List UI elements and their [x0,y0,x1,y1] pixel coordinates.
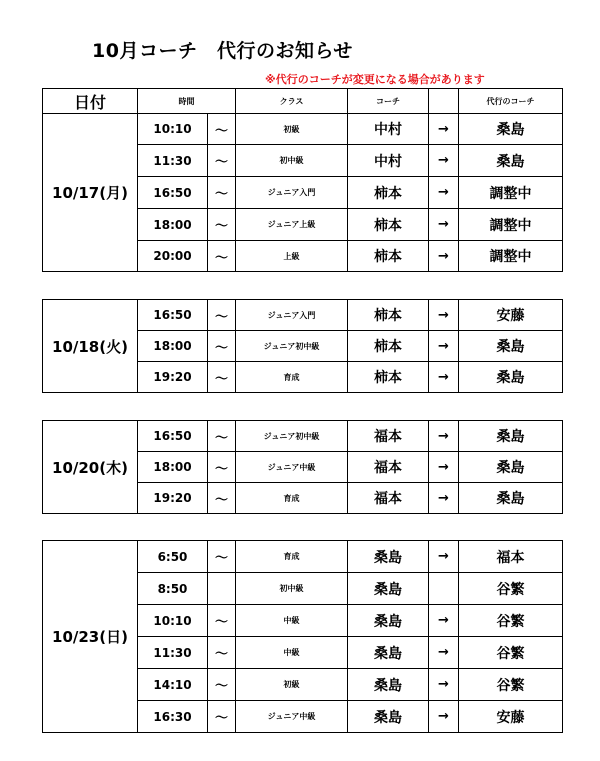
time-cell: 14:10 [138,669,208,701]
header-coach: コーチ [348,89,429,114]
class-cell: ジュニア初中級 [236,331,348,362]
time-cell: 19:20 [138,362,208,393]
header-class: クラス [236,89,348,114]
arrow-cell: → [429,362,459,393]
substitute-cell: 谷繁 [459,573,563,605]
schedule-table-1018 [42,299,563,393]
substitute-cell: 安藤 [459,701,563,733]
date-cell: 10/20(木) [43,421,138,514]
arrow-cell: → [429,605,459,637]
class-cell: 育成 [236,541,348,573]
tilde-cell [208,573,236,605]
coach-cell: 柿本 [348,241,429,272]
time-cell: 10:10 [138,114,208,145]
arrow-cell: → [429,331,459,362]
tilde-cell: ～ [208,669,236,701]
arrow-cell: → [429,541,459,573]
time-cell: 20:00 [138,241,208,272]
class-cell: 中級 [236,637,348,669]
class-cell: 初級 [236,114,348,145]
date-cell: 10/18(火) [43,300,138,393]
table-row [43,421,563,452]
arrow-cell: → [429,114,459,145]
header-arrow [429,89,459,114]
class-cell: ジュニア入門 [236,300,348,331]
arrow-cell: → [429,701,459,733]
coach-cell: 桑島 [348,605,429,637]
time-cell: 16:50 [138,300,208,331]
substitute-cell: 桑島 [459,331,563,362]
class-cell: 育成 [236,483,348,514]
substitute-cell: 調整中 [459,209,563,241]
class-cell: 育成 [236,362,348,393]
substitute-cell: 桑島 [459,452,563,483]
substitute-cell: 調整中 [459,241,563,272]
arrow-cell: → [429,300,459,331]
coach-cell: 福本 [348,483,429,514]
tilde-cell: ～ [208,541,236,573]
substitute-cell: 福本 [459,541,563,573]
tilde-cell: ～ [208,605,236,637]
table-row [43,114,563,145]
arrow-cell: → [429,241,459,272]
time-cell: 16:50 [138,177,208,209]
arrow-cell: → [429,669,459,701]
arrow-cell: → [429,637,459,669]
time-cell: 11:30 [138,637,208,669]
tilde-cell: ～ [208,145,236,177]
coach-cell: 福本 [348,452,429,483]
tilde-cell: ～ [208,421,236,452]
arrow-cell: → [429,483,459,514]
coach-cell: 桑島 [348,637,429,669]
time-cell: 16:30 [138,701,208,733]
arrow-cell: → [429,209,459,241]
time-cell: 19:20 [138,483,208,514]
time-cell: 10:10 [138,605,208,637]
coach-cell: 柿本 [348,209,429,241]
header-time: 時間 [138,89,236,114]
coach-cell: 桑島 [348,573,429,605]
tilde-cell: ～ [208,701,236,733]
tilde-cell: ～ [208,209,236,241]
time-cell: 18:00 [138,331,208,362]
time-cell: 8:50 [138,573,208,605]
tilde-cell: ～ [208,637,236,669]
schedule-table-1017 [42,88,563,272]
coach-cell: 柿本 [348,362,429,393]
schedule-table-1020 [42,420,563,514]
header-substitute: 代行のコーチ [459,89,563,114]
page-title: 10月コーチ 代行のお知らせ [92,40,353,62]
class-cell: ジュニア初中級 [236,421,348,452]
substitute-cell: 桑島 [459,114,563,145]
class-cell: 上級 [236,241,348,272]
coach-cell: 中村 [348,145,429,177]
substitute-cell: 桑島 [459,145,563,177]
coach-cell: 桑島 [348,541,429,573]
tilde-cell: ～ [208,114,236,145]
coach-cell: 中村 [348,114,429,145]
date-cell: 10/23(日) [43,541,138,733]
arrow-cell: → [429,421,459,452]
coach-cell: 柿本 [348,331,429,362]
class-cell: 初中級 [236,573,348,605]
time-cell: 18:00 [138,209,208,241]
class-cell: 中級 [236,605,348,637]
substitute-cell: 安藤 [459,300,563,331]
tilde-cell: ～ [208,177,236,209]
arrow-cell: → [429,452,459,483]
tilde-cell: ～ [208,452,236,483]
tilde-cell: ～ [208,300,236,331]
time-cell: 6:50 [138,541,208,573]
coach-cell: 福本 [348,421,429,452]
coach-cell: 桑島 [348,701,429,733]
tilde-cell: ～ [208,331,236,362]
tilde-cell: ～ [208,362,236,393]
substitute-cell: 調整中 [459,177,563,209]
substitute-cell: 桑島 [459,362,563,393]
time-cell: 18:00 [138,452,208,483]
substitute-cell: 谷繁 [459,605,563,637]
tilde-cell: ～ [208,241,236,272]
class-cell: 初中級 [236,145,348,177]
substitute-cell: 桑島 [459,421,563,452]
arrow-cell: → [429,145,459,177]
coach-cell: 柿本 [348,300,429,331]
substitute-cell: 桑島 [459,483,563,514]
substitute-cell: 谷繁 [459,637,563,669]
arrow-cell [429,573,459,605]
class-cell: ジュニア上級 [236,209,348,241]
tilde-cell: ～ [208,483,236,514]
header-row [43,89,563,114]
table-row [43,541,563,573]
class-cell: ジュニア中級 [236,701,348,733]
coach-cell: 柿本 [348,177,429,209]
arrow-cell: → [429,177,459,209]
time-cell: 16:50 [138,421,208,452]
schedule-table-1023 [42,540,563,733]
change-notice: ※代行のコーチが変更になる場合があります [265,73,485,86]
class-cell: ジュニア中級 [236,452,348,483]
table-row [43,300,563,331]
coach-cell: 桑島 [348,669,429,701]
class-cell: 初級 [236,669,348,701]
substitute-cell: 谷繁 [459,669,563,701]
date-cell: 10/17(月) [43,114,138,272]
header-date: 日付 [43,89,138,114]
class-cell: ジュニア入門 [236,177,348,209]
time-cell: 11:30 [138,145,208,177]
